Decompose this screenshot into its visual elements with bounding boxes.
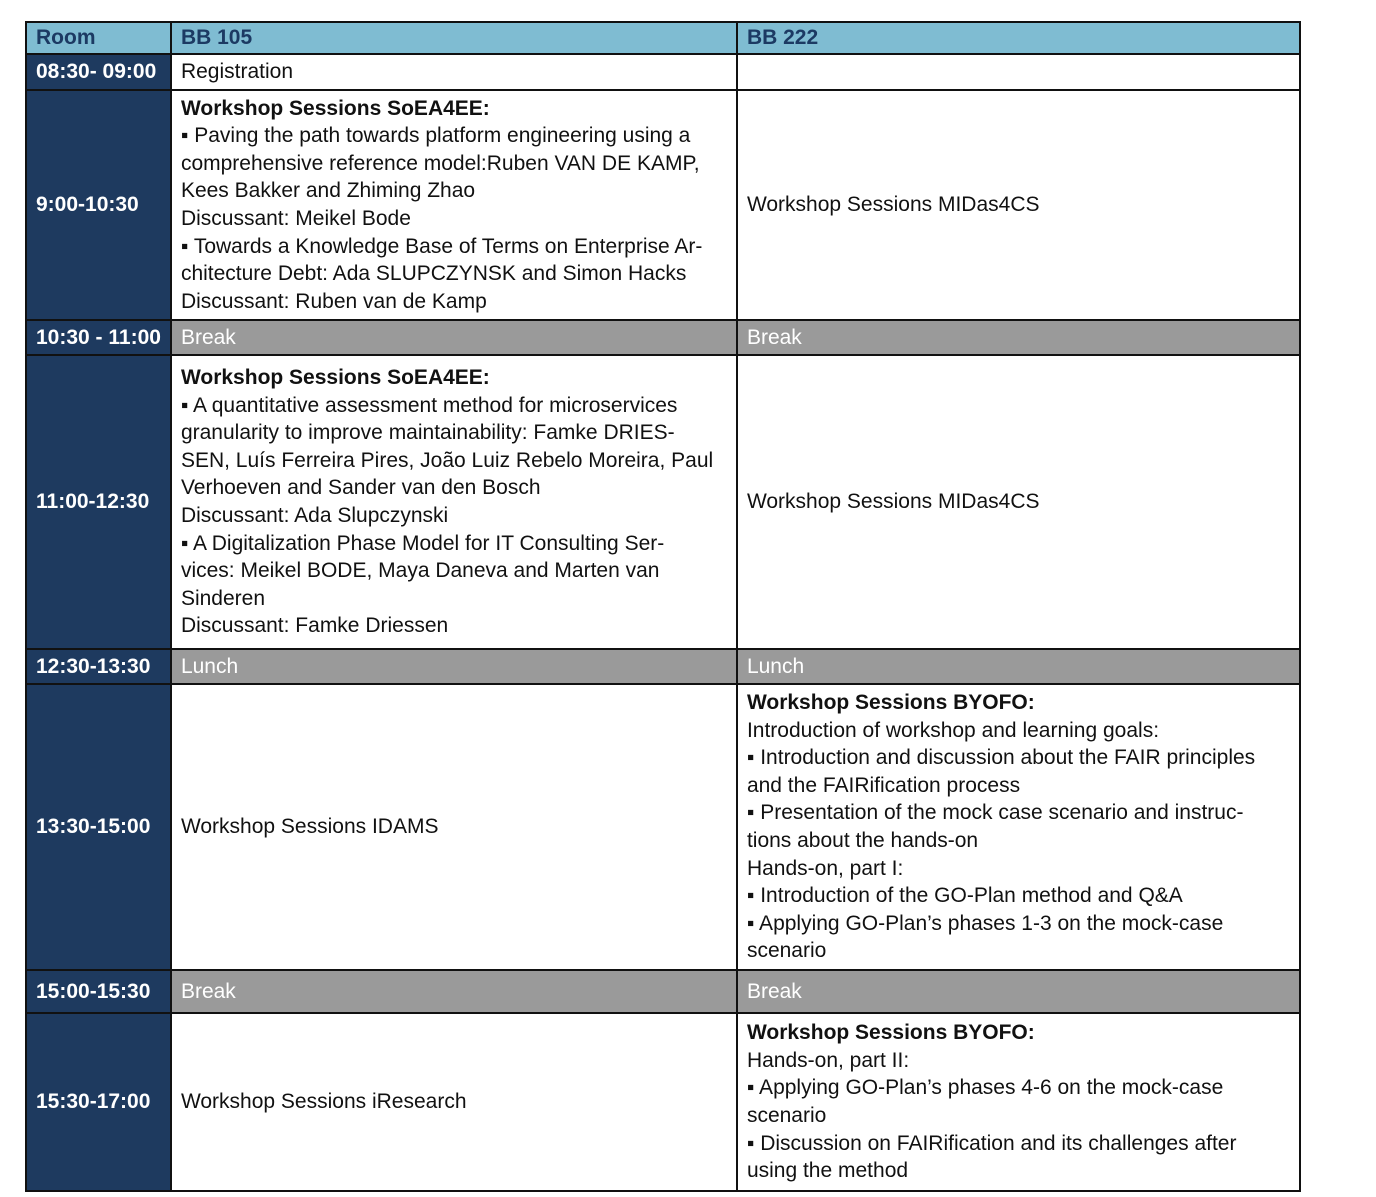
session-line: Discussant: Ada Slupczynski — [180, 504, 449, 527]
session-title: Workshop Sessions SoEA4EE: — [180, 366, 490, 390]
session-cell-b: Lunch — [737, 649, 1300, 684]
session-cell-b — [737, 1013, 1300, 1191]
schedule-row — [26, 355, 1300, 649]
time-slot: 11:00-12:30 — [26, 355, 171, 649]
session-line: ▪ Discussion on FAIRification and its challenges after — [746, 1131, 1237, 1155]
session-cell-b: Workshop Sessions MIDas4CS — [737, 90, 1300, 320]
time-slot: 15:30-17:00 — [26, 1013, 171, 1191]
session-cell-b: Workshop Sessions MIDas4CS — [737, 355, 1300, 649]
session-line: scenario — [746, 1104, 827, 1127]
time-slot: 08:30- 09:00 — [26, 54, 171, 90]
session-line: Sinderen — [180, 586, 265, 610]
session-cell-a: Workshop Sessions iResearch — [171, 1013, 737, 1191]
session-line: Introduction of workshop and learning goals: — [746, 718, 1160, 742]
session-line: Kees Bakker and Zhiming Zhao — [180, 179, 476, 203]
session-line: ▪ Introduction of the GO-Plan method and Q&A — [746, 884, 1183, 908]
session-line: ▪ A quantitative assessment method for microservices — [180, 393, 678, 417]
session-line: tions about the hands-on — [746, 829, 979, 852]
break-row — [26, 970, 1300, 1013]
session-cell-b: Break — [737, 320, 1300, 355]
session-line: Hands-on, part II: — [746, 1048, 910, 1072]
session-cell-a — [171, 90, 737, 320]
session-line: vices: Meikel BODE, Maya Daneva and Marten van — [180, 559, 660, 583]
session-cell-a: Registration — [171, 54, 737, 90]
session-line: granularity to improve maintainability: Famke DRIES- — [180, 421, 675, 445]
session-line: Hands-on, part I: — [746, 856, 904, 880]
session-cell-a — [171, 355, 737, 649]
session-line: scenario — [746, 939, 827, 963]
session-cell-a: Lunch — [171, 649, 737, 684]
session-line: ▪ Introduction and discussion about the FAIR principles — [746, 746, 1256, 770]
time-slot: 9:00-10:30 — [26, 90, 171, 320]
session-line: ▪ Applying GO-Plan’s phases 1-3 on the mock-case — [746, 911, 1224, 935]
session-cell-b: Break — [737, 970, 1300, 1013]
session-title: Workshop Sessions SoEA4EE: — [180, 96, 490, 120]
header-room: Room — [26, 22, 171, 54]
session-line: ▪ Applying GO-Plan’s phases 4-6 on the mock-case — [746, 1076, 1224, 1100]
session-cell-b — [737, 684, 1300, 970]
session-line: ▪ Paving the path towards platform engineering using a — [180, 124, 691, 148]
schedule-row — [26, 54, 1300, 90]
session-cell-a: Break — [171, 970, 737, 1013]
session-cell-a: Workshop Sessions IDAMS — [171, 684, 737, 970]
session-line: ▪ A Digitalization Phase Model for IT Consulting Ser- — [180, 531, 665, 555]
header-row — [26, 22, 1300, 54]
session-line: and the FAIRification process — [746, 773, 1021, 797]
session-line: using the method — [746, 1159, 909, 1183]
session-cell-b — [737, 54, 1300, 90]
time-slot: 15:00-15:30 — [26, 970, 171, 1013]
header-room-b: BB 222 — [737, 22, 1300, 54]
schedule-row — [26, 684, 1300, 970]
session-line: ▪ Towards a Knowledge Base of Terms on Enterprise Ar- — [180, 234, 703, 258]
schedule-table — [25, 21, 1301, 1192]
time-slot: 13:30-15:00 — [26, 684, 171, 970]
time-slot: 12:30-13:30 — [26, 649, 171, 684]
session-line: chitecture Debt: Ada SLUPCZYNSK and Simon Hacks — [180, 262, 687, 286]
session-line: Discussant: Famke Driessen — [180, 614, 449, 638]
session-line: ▪ Presentation of the mock case scenario and instruc- — [746, 801, 1244, 825]
session-line: SEN, Luís Ferreira Pires, João Luiz Rebelo Moreira, Paul — [180, 448, 714, 472]
break-row — [26, 649, 1300, 684]
session-cell-a: Break — [171, 320, 737, 355]
schedule-row — [26, 1013, 1300, 1191]
session-line: Verhoeven and Sander van den Bosch — [180, 476, 541, 500]
session-line: comprehensive reference model:Ruben VAN DE KAMP, — [180, 151, 700, 175]
session-line: Discussant: Ruben van de Kamp — [180, 289, 487, 313]
session-title: Workshop Sessions BYOFO: — [746, 1021, 1035, 1045]
session-line: Discussant: Meikel Bode — [180, 207, 411, 230]
header-room-a: BB 105 — [171, 22, 737, 54]
break-row — [26, 320, 1300, 355]
schedule-row — [26, 90, 1300, 320]
session-title: Workshop Sessions BYOFO: — [746, 691, 1035, 715]
time-slot: 10:30 - 11:00 — [26, 320, 171, 355]
